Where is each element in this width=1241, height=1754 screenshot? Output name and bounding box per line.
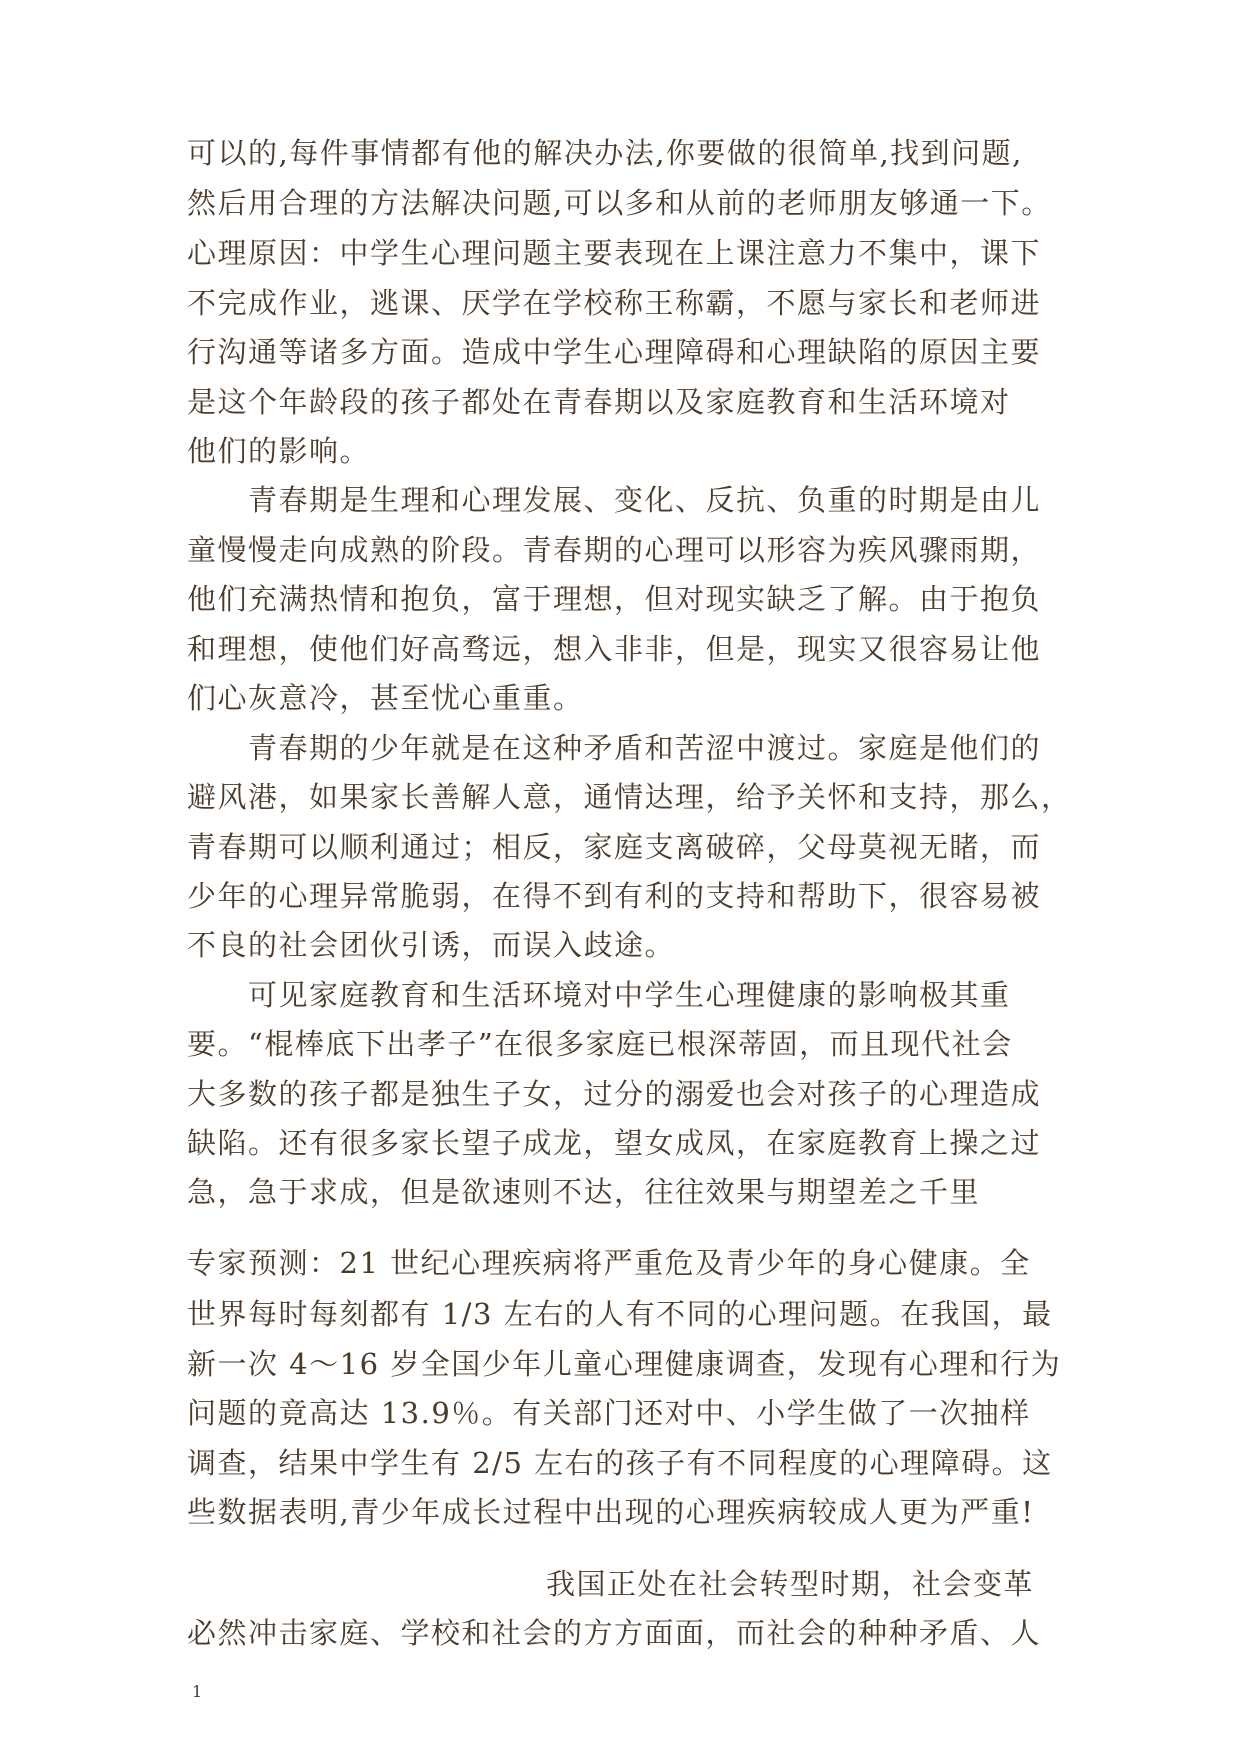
text-line: 行沟通等诸多方面。造成中学生心理障碍和心理缺陷的原因主要 [187, 335, 1042, 369]
text-line: 必然冲击家庭、学校和社会的方方面面，而社会的种种矛盾、人 [187, 1616, 1042, 1650]
text-line: 们心灰意冷，甚至忧心重重。 [187, 681, 584, 715]
page-number: 1 [192, 1682, 203, 1701]
paragraph-first-line: 我国正处在社会转型时期，社会变革 [546, 1567, 1035, 1601]
text-line: 不完成作业，逃课、厌学在学校称王称霸，不愿与家长和老师进 [187, 286, 1042, 320]
text-line: 童慢慢走向成熟的阶段。青春期的心理可以形容为疾风骤雨期， [187, 533, 1042, 567]
text-line: 少年的心理异常脆弱，在得不到有利的支持和帮助下，很容易被 [187, 879, 1042, 913]
text-line: 急，急于求成，但是欲速则不达，往往效果与期望差之千里 [187, 1175, 981, 1209]
text-line: 避风港，如果家长善解人意，通情达理，给予关怀和支持，那么， [187, 780, 1072, 814]
paragraph-first-line: 可见家庭教育和生活环境对中学生心理健康的影响极其重 [248, 978, 1011, 1012]
text-line: 要。“棍棒底下出孝子”在很多家庭已根深蒂固，而且现代社会 [187, 1027, 1013, 1061]
text-line: 问题的竟高达 13.9％。有关部门还对中、小学生做了一次抽样 [187, 1396, 1031, 1430]
text-line: 和理想，使他们好高骛远，想入非非，但是，现实又很容易让他 [187, 632, 1042, 666]
text-line: 是这个年龄段的孩子都处在青春期以及家庭教育和生活环境对 [187, 385, 1011, 419]
text-line: 专家预测：21 世纪心理疾病将严重危及青少年的身心健康。全 [187, 1246, 1031, 1280]
text-line: 大多数的孩子都是独生子女，过分的溺爱也会对孩子的心理造成 [187, 1077, 1042, 1111]
text-line: 他们充满热情和抱负，富于理想，但对现实缺乏了解。由于抱负 [187, 582, 1042, 616]
paragraph-first-line: 青春期是生理和心理发展、变化、反抗、负重的时期是由儿 [248, 483, 1042, 517]
paragraph-first-line: 青春期的少年就是在这种矛盾和苦涩中渡过。家庭是他们的 [248, 731, 1042, 765]
text-line: 新一次 4～16 岁全国少年儿童心理健康调查，发现有心理和行为 [187, 1347, 1062, 1381]
text-line: 些数据表明,青少年成长过程中出现的心理疾病较成人更为严重! [187, 1495, 1035, 1529]
text-line: 不良的社会团伙引诱，而误入歧途。 [187, 928, 676, 962]
text-line: 缺陷。还有很多家长望子成龙，望女成凤，在家庭教育上操之过 [187, 1126, 1042, 1160]
text-line: 世界每时每刻都有 1/3 左右的人有不同的心理问题。在我国，最 [187, 1297, 1053, 1331]
text-line: 青春期可以顺利通过；相反，家庭支离破碎，父母莫视无睹，而 [187, 830, 1042, 864]
text-line: 他们的影响。 [187, 434, 371, 468]
text-line: 可以的,每件事情都有他的解决办法,你要做的很简单,找到问题, [187, 136, 1023, 170]
text-line: 心理原因：中学生心理问题主要表现在上课注意力不集中，课下 [187, 236, 1042, 270]
text-line: 调查，结果中学生有 2/5 左右的孩子有不同程度的心理障碍。这 [187, 1446, 1053, 1480]
text-line: 然后用合理的方法解决问题,可以多和从前的老师朋友够通一下。 [187, 186, 1052, 220]
